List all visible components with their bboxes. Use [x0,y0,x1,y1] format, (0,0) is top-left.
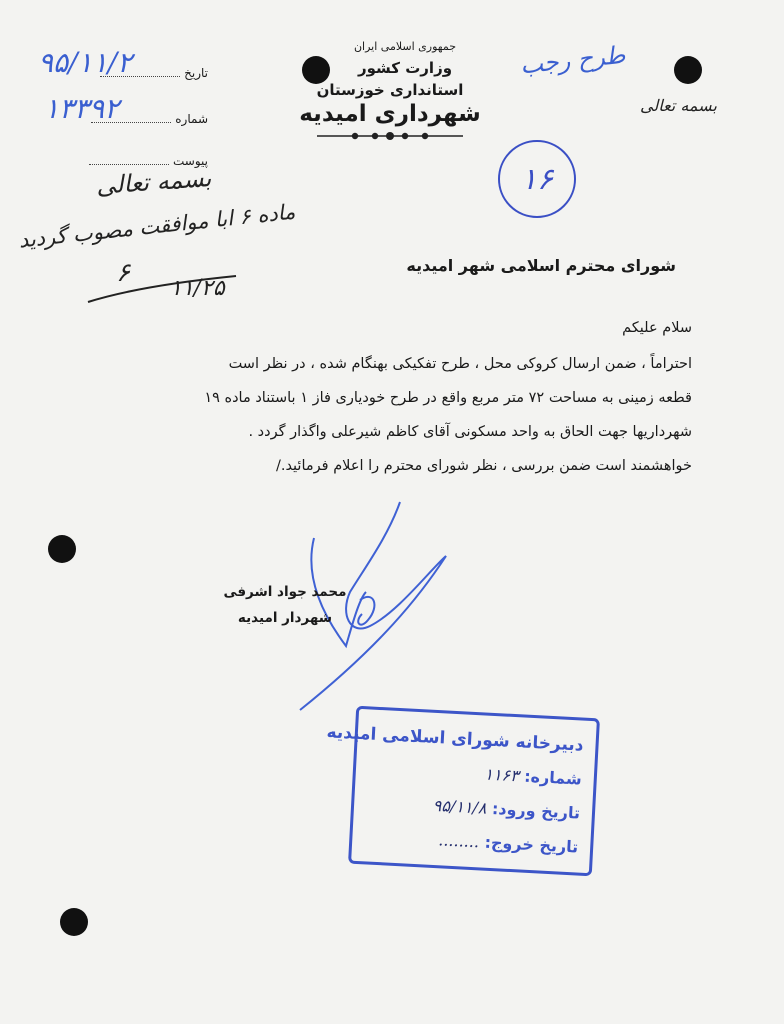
signer-title: شهردار امیدیه [237,610,333,626]
municipality-text: شهرداری امیدیه [299,101,481,127]
number-value: ۱۳۳۹۲ [44,92,120,125]
stamp-title: دبیرخانه شورای اسلامی امیدیه [326,722,585,756]
number-label: شماره [175,112,208,126]
handwritten-top-right: بسمه تعالی [640,96,717,115]
governorate-text: استانداری خوزستان [316,81,464,99]
handwritten-top-center: طرح رجب [518,40,627,80]
greeting: سلام علیکم [622,320,692,336]
republic-text: جمهوری اسلامی ایران [353,40,457,53]
ministry-text: وزارت کشور [357,59,453,77]
stamp-exit-label: تاریخ خروج: [484,832,579,857]
punch-hole [60,908,88,936]
recipient-line: شورای محترم اسلامی شهر امیدیه [406,256,676,275]
stamp-entry-label: تاریخ ورود: [491,798,581,823]
body-line-2: قطعه زمینی به مساحت ۷۲ متر مربع واقع در طرح خودیاری فاز ۱ باستناد ماده ۱۹ [204,390,692,406]
attachment-label: پیوست [173,154,208,168]
stamp-number-label: شماره: [523,766,583,789]
handwritten-note-line3: ۶ [116,258,130,288]
handwritten-note-line4: ۱۱/۲۵ [170,276,225,301]
circled-number: ۱۶ [498,140,576,218]
stamp-number-value: ۱۱۶۳ [483,764,520,786]
stamp-exit-value: ........ [437,830,480,852]
receipt-stamp [326,706,600,877]
handwritten-underline [86,266,246,306]
handwritten-note-line2: ماده ۶ ابا موافقت مصوب گردید [17,199,297,253]
body-line-4: خواهشمند است ضمن بررسی ، نظر شورای محترم را اعلام فرمائید./ [275,458,692,474]
date-value: ۹۵/۱۱/۲ [38,46,133,79]
date-label: تاریخ [184,66,208,80]
handwritten-note-line1: بسمه تعالی [95,164,213,200]
body-line-1: احتراماً ، ضمن ارسال کروکی محل ، طرح تفکیکی بهنگام شده ، در نظر است [228,356,692,372]
punch-hole [674,56,702,84]
stamp-entry-value: ۹۵/۱۱/۸ [432,795,487,818]
signer-name: محمد جواد اشرفی [223,584,347,600]
letterhead [290,40,490,147]
punch-hole [48,535,76,563]
ornament-divider [315,129,465,143]
signer-block [220,584,350,626]
body-line-3: شهرداریها جهت الحاق به واحد مسکونی آقای کاظم شیرعلی واگذار گردد . [248,424,692,440]
